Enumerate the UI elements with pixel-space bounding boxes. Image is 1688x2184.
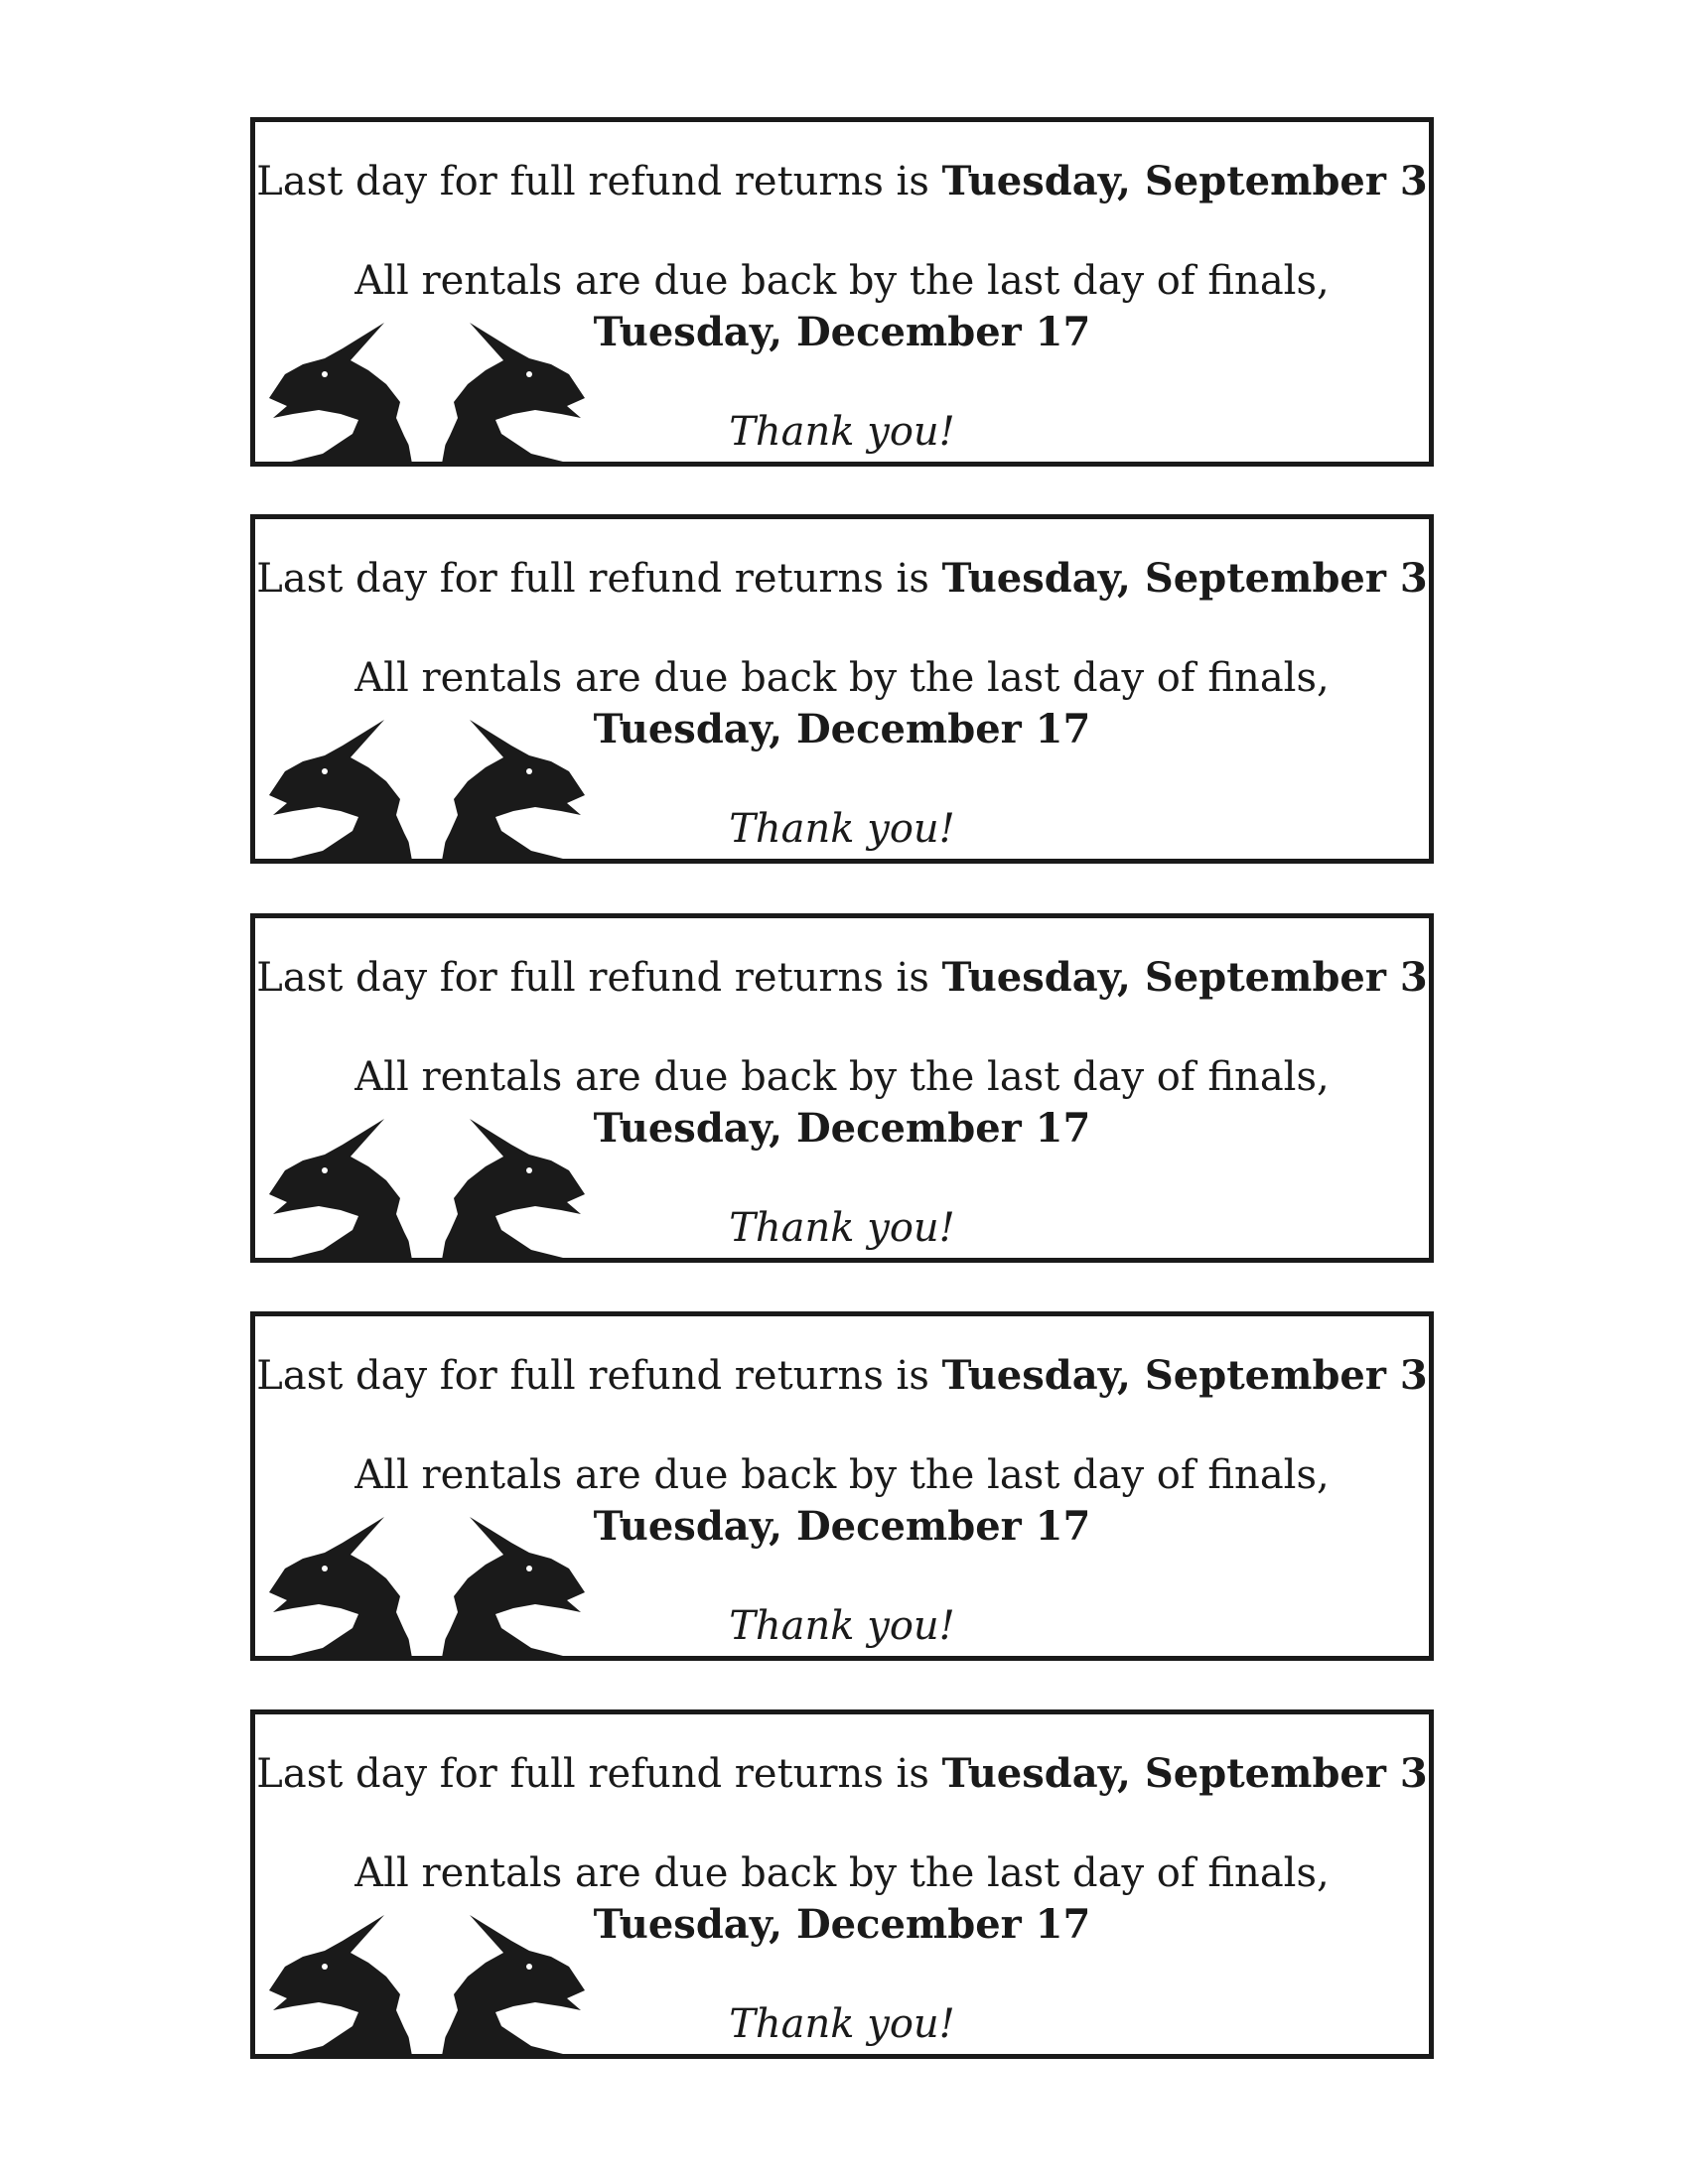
- thank-you-text: Thank you!: [729, 1205, 955, 1251]
- rentals-due-line: All rentals are due back by the last day of finals,: [354, 1054, 1330, 1100]
- notice-card: [250, 1311, 1434, 1661]
- rentals-due-date: Tuesday, December 17: [593, 1105, 1091, 1152]
- notice-card: [250, 514, 1434, 864]
- refund-date: Tuesday, September 3: [941, 1352, 1428, 1399]
- refund-prefix: Last day for full refund returns is: [256, 1353, 942, 1399]
- rentals-due-date: Tuesday, December 17: [593, 1503, 1091, 1550]
- refund-deadline-line: [255, 1750, 1429, 1797]
- refund-deadline-line: [255, 954, 1429, 1001]
- rentals-due-line: All rentals are due back by the last day of finals,: [354, 1850, 1330, 1896]
- thank-you-text: Thank you!: [729, 1603, 955, 1649]
- rentals-due-line: All rentals are due back by the last day of finals,: [354, 258, 1330, 304]
- refund-prefix: Last day for full refund returns is: [256, 1751, 942, 1797]
- refund-date: Tuesday, September 3: [941, 954, 1428, 1001]
- thank-you-text: Thank you!: [729, 409, 955, 455]
- rentals-due-line: All rentals are due back by the last day of finals,: [354, 1452, 1330, 1498]
- refund-prefix: Last day for full refund returns is: [256, 955, 942, 1001]
- refund-date: Tuesday, September 3: [941, 1750, 1428, 1797]
- notice-card: [250, 1709, 1434, 2059]
- thank-you-text: Thank you!: [729, 806, 955, 852]
- refund-deadline-line: [255, 555, 1429, 602]
- rentals-due-line: All rentals are due back by the last day of finals,: [354, 655, 1330, 701]
- notice-card: [250, 117, 1434, 467]
- notice-card: [250, 913, 1434, 1263]
- refund-date: Tuesday, September 3: [941, 555, 1428, 602]
- rentals-due-date: Tuesday, December 17: [593, 706, 1091, 752]
- rentals-due-date: Tuesday, December 17: [593, 1901, 1091, 1948]
- thank-you-text: Thank you!: [729, 2001, 955, 2047]
- refund-date: Tuesday, September 3: [941, 158, 1428, 205]
- refund-prefix: Last day for full refund returns is: [256, 159, 942, 205]
- rentals-due-date: Tuesday, December 17: [593, 309, 1091, 355]
- refund-deadline-line: [255, 1352, 1429, 1399]
- refund-deadline-line: [255, 158, 1429, 205]
- refund-prefix: Last day for full refund returns is: [256, 556, 942, 602]
